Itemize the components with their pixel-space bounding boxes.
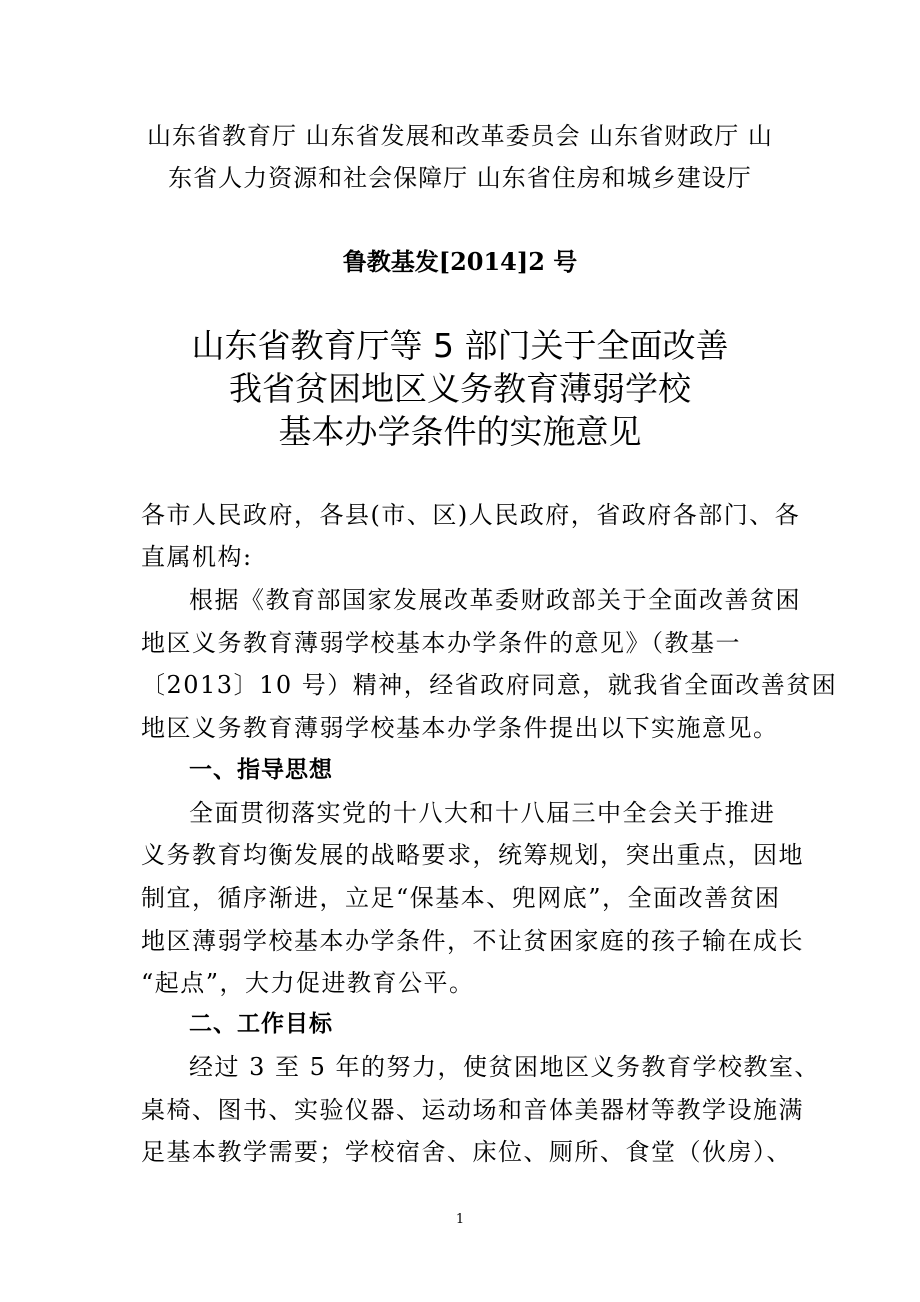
section-1-heading: 一、指导思想 (189, 757, 333, 783)
section-1-line-1: 全面贯彻落实党的十八大和十八届三中全会关于推进 (189, 799, 776, 827)
intro-line-3: 〔2013〕10 号）精神，经省政府同意，就我省全面改善贫困 (141, 671, 838, 699)
section-2-line-1: 经过 3 至 5 年的努力，使贫困地区义务教育学校教室、 (189, 1053, 821, 1081)
section-2-line-3: 足基本教学需要；学校宿舍、床位、厕所、食堂（伙房）、 (141, 1138, 792, 1166)
page-number: 1 (455, 1212, 465, 1227)
intro-line-4: 地区义务教育薄弱学校基本办学条件提出以下实施意见。 (141, 714, 779, 742)
section-1-line-2: 义务教育均衡发展的战略要求，统筹规划，突出重点，因地 (141, 841, 804, 869)
section-2-line-2: 桌椅、图书、实验仪器、运动场和音体美器材等教学设施满 (141, 1096, 804, 1124)
title-line-2: 我省贫困地区义务教育薄弱学校 (229, 369, 691, 408)
title-line-3: 基本办学条件的实施意见 (278, 412, 642, 451)
issuer-line-2: 东省人力资源和社会保障厅 山东省住房和城乡建设厅 (168, 164, 752, 192)
section-1-line-5: “起点”，大力促进教育公平。 (141, 969, 475, 997)
salutation-line-2: 直属机构: (141, 543, 253, 571)
salutation-line-1: 各市人民政府，各县(市、区)人民政府，省政府各部门、各 (141, 501, 801, 529)
intro-line-2: 地区义务教育薄弱学校基本办学条件的意见》（教基一 (141, 629, 741, 657)
issuer-line-1: 山东省教育厅 山东省发展和改革委员会 山东省财政厅 山 (147, 122, 773, 150)
section-1-line-4: 地区薄弱学校基本办学条件，不让贫困家庭的孩子输在成长 (141, 927, 804, 955)
section-1-line-3: 制宜，循序渐进，立足“保基本、兜网底”，全面改善贫困 (141, 884, 781, 912)
section-2-heading: 二、工作目标 (189, 1011, 333, 1037)
intro-line-1: 根据《教育部国家发展改革委财政部关于全面改善贫困 (189, 586, 801, 614)
title-line-1: 山东省教育厅等 5 部门关于全面改善 (191, 326, 729, 365)
document-number: 鲁教基发[2014]2 号 (342, 247, 578, 276)
